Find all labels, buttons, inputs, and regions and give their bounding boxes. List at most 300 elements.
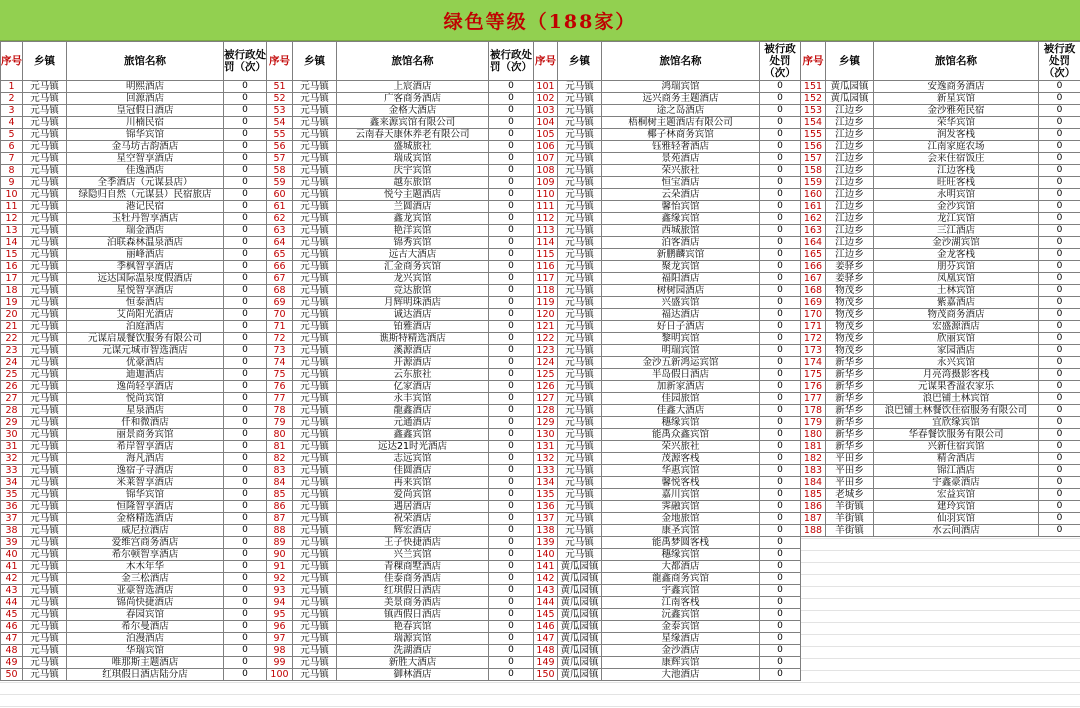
penalty-count-cell: 0 bbox=[760, 621, 801, 633]
row-number: 57 bbox=[267, 153, 293, 165]
row-number: 62 bbox=[267, 213, 293, 225]
penalty-count-cell: 0 bbox=[224, 369, 267, 381]
hotel-name-cell: 元谋果香溢农家乐 bbox=[874, 381, 1039, 393]
hotel-name-cell: 红琪假日酒店陆分店 bbox=[67, 669, 224, 681]
penalty-count-cell: 0 bbox=[1039, 369, 1080, 381]
town-cell: 元马镇 bbox=[558, 153, 602, 165]
penalty-count-cell: 0 bbox=[1039, 381, 1080, 393]
hotel-name-cell: 仙羽宾馆 bbox=[874, 513, 1039, 525]
penalty-count-cell: 0 bbox=[489, 333, 534, 345]
row-number: 137 bbox=[534, 513, 558, 525]
row-number: 117 bbox=[534, 273, 558, 285]
hotel-name-cell: 谯斯特精选酒店 bbox=[337, 333, 489, 345]
header-seq: 序号 bbox=[267, 42, 293, 81]
hotel-name-cell: 港记民宿 bbox=[67, 201, 224, 213]
row-number: 108 bbox=[534, 165, 558, 177]
town-cell: 元马镇 bbox=[23, 117, 67, 129]
table-row bbox=[534, 453, 801, 465]
table-row bbox=[1, 201, 267, 213]
hotel-name-cell: 龍鑫酒店 bbox=[337, 405, 489, 417]
hotel-name-cell: 宏益宾馆 bbox=[874, 489, 1039, 501]
table-row bbox=[267, 429, 534, 441]
hotel-name-cell: 穗缘宾馆 bbox=[602, 417, 760, 429]
row-number: 81 bbox=[267, 441, 293, 453]
table-row bbox=[801, 501, 1080, 513]
town-cell: 元马镇 bbox=[293, 441, 337, 453]
row-number: 25 bbox=[1, 369, 23, 381]
town-cell: 江边乡 bbox=[826, 225, 874, 237]
penalty-count-cell: 0 bbox=[224, 525, 267, 537]
penalty-count-cell: 0 bbox=[224, 429, 267, 441]
row-number: 172 bbox=[801, 333, 826, 345]
town-cell: 元马镇 bbox=[558, 249, 602, 261]
table-row bbox=[267, 393, 534, 405]
town-cell: 元马镇 bbox=[293, 465, 337, 477]
hotel-name-cell: 盛城旅社 bbox=[337, 141, 489, 153]
penalty-count-cell: 0 bbox=[489, 501, 534, 513]
table-row bbox=[534, 105, 801, 117]
table-row bbox=[267, 669, 534, 681]
hotel-name-cell: 龙江宾馆 bbox=[874, 213, 1039, 225]
hotel-name-cell: 丽峰酒店 bbox=[67, 249, 224, 261]
table-row bbox=[801, 261, 1080, 273]
table-row bbox=[1, 321, 267, 333]
hotel-name-cell: 志远宾馆 bbox=[337, 453, 489, 465]
penalty-count-cell: 0 bbox=[1039, 213, 1080, 225]
town-cell: 元马镇 bbox=[23, 609, 67, 621]
hotel-name-cell: 锦江酒店 bbox=[874, 465, 1039, 477]
town-cell: 元马镇 bbox=[293, 429, 337, 441]
hotel-name-cell: 兴盛宾馆 bbox=[602, 297, 760, 309]
town-cell: 元马镇 bbox=[293, 489, 337, 501]
hotel-name-cell: 黎明宾馆 bbox=[602, 333, 760, 345]
table-row bbox=[1, 645, 267, 657]
hotel-name-cell: 福达酒店 bbox=[602, 309, 760, 321]
row-number: 183 bbox=[801, 465, 826, 477]
row-number: 131 bbox=[534, 441, 558, 453]
hotel-name-cell: 上宸酒店 bbox=[337, 81, 489, 93]
hotel-name-cell: 爱维宫商务酒店 bbox=[67, 537, 224, 549]
row-number: 13 bbox=[1, 225, 23, 237]
penalty-count-cell: 0 bbox=[224, 309, 267, 321]
row-number: 125 bbox=[534, 369, 558, 381]
penalty-count-cell: 0 bbox=[224, 621, 267, 633]
table-row bbox=[267, 201, 534, 213]
penalty-count-cell: 0 bbox=[489, 93, 534, 105]
hotel-name-cell: 大都酒店 bbox=[602, 561, 760, 573]
table-row bbox=[534, 165, 801, 177]
row-number: 39 bbox=[1, 537, 23, 549]
table-row bbox=[534, 297, 801, 309]
penalty-count-cell: 0 bbox=[760, 465, 801, 477]
row-number: 30 bbox=[1, 429, 23, 441]
town-cell: 平田乡 bbox=[826, 465, 874, 477]
table-row bbox=[534, 525, 801, 537]
penalty-count-cell: 0 bbox=[760, 441, 801, 453]
hotel-name-cell: 远达21时光酒店 bbox=[337, 441, 489, 453]
table-row bbox=[801, 237, 1080, 249]
header-town: 乡镇 bbox=[558, 42, 602, 81]
row-number: 120 bbox=[534, 309, 558, 321]
penalty-count-cell: 0 bbox=[1039, 525, 1080, 537]
row-number: 151 bbox=[801, 81, 826, 93]
hotel-name-cell: 月辉明珠酒店 bbox=[337, 297, 489, 309]
table-row bbox=[267, 381, 534, 393]
table-row bbox=[1, 273, 267, 285]
penalty-count-cell: 0 bbox=[760, 501, 801, 513]
row-number: 8 bbox=[1, 165, 23, 177]
row-number: 96 bbox=[267, 621, 293, 633]
table-row bbox=[1, 477, 267, 489]
table-row bbox=[1, 537, 267, 549]
row-number: 93 bbox=[267, 585, 293, 597]
town-cell: 平田乡 bbox=[826, 453, 874, 465]
row-number: 175 bbox=[801, 369, 826, 381]
row-number: 182 bbox=[801, 453, 826, 465]
table-row bbox=[534, 429, 801, 441]
town-cell: 元马镇 bbox=[558, 393, 602, 405]
hotel-name-cell: 馨悦客栈 bbox=[602, 477, 760, 489]
penalty-count-cell: 0 bbox=[224, 585, 267, 597]
penalty-count-cell: 0 bbox=[1039, 261, 1080, 273]
row-number: 136 bbox=[534, 501, 558, 513]
table-row bbox=[1, 429, 267, 441]
hotel-name-cell: 树树园酒店 bbox=[602, 285, 760, 297]
table-row bbox=[534, 573, 801, 585]
town-cell: 元马镇 bbox=[558, 525, 602, 537]
hotel-name-cell: 康辉宾馆 bbox=[602, 657, 760, 669]
penalty-count-cell: 0 bbox=[224, 465, 267, 477]
row-number: 173 bbox=[801, 345, 826, 357]
penalty-count-cell: 0 bbox=[1039, 441, 1080, 453]
row-number: 118 bbox=[534, 285, 558, 297]
penalty-count-cell: 0 bbox=[224, 117, 267, 129]
row-number: 126 bbox=[534, 381, 558, 393]
penalty-count-cell: 0 bbox=[760, 249, 801, 261]
table-row bbox=[267, 141, 534, 153]
hotel-name-cell: 金沙雅苑民宿 bbox=[874, 105, 1039, 117]
penalty-count-cell: 0 bbox=[489, 201, 534, 213]
penalty-count-cell: 0 bbox=[760, 93, 801, 105]
hotel-name-cell: 再来宾馆 bbox=[337, 477, 489, 489]
row-number: 3 bbox=[1, 105, 23, 117]
row-number: 65 bbox=[267, 249, 293, 261]
town-cell: 元马镇 bbox=[293, 321, 337, 333]
town-cell: 元马镇 bbox=[558, 273, 602, 285]
penalty-count-cell: 0 bbox=[489, 441, 534, 453]
town-cell: 元马镇 bbox=[293, 225, 337, 237]
hotel-name-cell: 穗缘宾馆 bbox=[602, 549, 760, 561]
row-number: 152 bbox=[801, 93, 826, 105]
hotel-name-cell: 沅鑫宾馆 bbox=[602, 609, 760, 621]
town-cell: 元马镇 bbox=[23, 369, 67, 381]
table-row bbox=[534, 201, 801, 213]
row-number: 35 bbox=[1, 489, 23, 501]
penalty-count-cell: 0 bbox=[760, 117, 801, 129]
town-cell: 元马镇 bbox=[23, 273, 67, 285]
hotel-name-cell: 元通酒店 bbox=[337, 417, 489, 429]
row-number: 123 bbox=[534, 345, 558, 357]
penalty-count-cell: 0 bbox=[760, 237, 801, 249]
row-number: 181 bbox=[801, 441, 826, 453]
penalty-count-cell: 0 bbox=[760, 345, 801, 357]
table-row bbox=[801, 273, 1080, 285]
hotel-name-cell: 安逸商务酒店 bbox=[874, 81, 1039, 93]
hotel-name-cell: 椰子林商务宾馆 bbox=[602, 129, 760, 141]
penalty-count-cell: 0 bbox=[760, 393, 801, 405]
penalty-count-cell: 0 bbox=[760, 165, 801, 177]
table-row bbox=[534, 381, 801, 393]
table-row bbox=[801, 477, 1080, 489]
town-cell: 元马镇 bbox=[293, 597, 337, 609]
page-title: 绿色等级（188家） bbox=[443, 10, 637, 33]
table-row bbox=[534, 597, 801, 609]
penalty-count-cell: 0 bbox=[224, 573, 267, 585]
table-row bbox=[801, 405, 1080, 417]
town-cell: 黄瓜园镇 bbox=[558, 645, 602, 657]
penalty-count-cell: 0 bbox=[1039, 93, 1080, 105]
penalty-count-cell: 0 bbox=[489, 669, 534, 681]
penalty-count-cell: 0 bbox=[224, 609, 267, 621]
penalty-count-cell: 0 bbox=[224, 405, 267, 417]
table-row bbox=[801, 201, 1080, 213]
hotel-name-cell: 回源酒店 bbox=[67, 93, 224, 105]
town-cell: 元马镇 bbox=[23, 189, 67, 201]
row-number: 124 bbox=[534, 357, 558, 369]
table-row bbox=[1, 609, 267, 621]
penalty-count-cell: 0 bbox=[489, 489, 534, 501]
town-cell: 元马镇 bbox=[23, 201, 67, 213]
penalty-count-cell: 0 bbox=[224, 441, 267, 453]
table-row bbox=[267, 165, 534, 177]
row-number: 94 bbox=[267, 597, 293, 609]
town-cell: 元马镇 bbox=[558, 297, 602, 309]
town-cell: 江边乡 bbox=[826, 201, 874, 213]
town-cell: 元马镇 bbox=[23, 309, 67, 321]
town-cell: 元马镇 bbox=[293, 477, 337, 489]
table-row bbox=[1, 501, 267, 513]
row-number: 102 bbox=[534, 93, 558, 105]
table-row bbox=[1, 237, 267, 249]
row-number: 167 bbox=[801, 273, 826, 285]
table-row bbox=[1, 225, 267, 237]
row-number: 47 bbox=[1, 633, 23, 645]
table-row bbox=[267, 453, 534, 465]
row-number: 15 bbox=[1, 249, 23, 261]
penalty-count-cell: 0 bbox=[1039, 153, 1080, 165]
row-number: 5 bbox=[1, 129, 23, 141]
town-cell: 元马镇 bbox=[558, 129, 602, 141]
town-cell: 元马镇 bbox=[23, 225, 67, 237]
row-number: 49 bbox=[1, 657, 23, 669]
header-hotel: 旅馆名称 bbox=[602, 42, 760, 81]
row-number: 58 bbox=[267, 165, 293, 177]
penalty-count-cell: 0 bbox=[224, 213, 267, 225]
row-number: 179 bbox=[801, 417, 826, 429]
penalty-count-cell: 0 bbox=[489, 237, 534, 249]
hotel-name-cell: 景苑酒店 bbox=[602, 153, 760, 165]
hotel-name-cell: 荣华宾馆 bbox=[874, 117, 1039, 129]
table-row bbox=[801, 213, 1080, 225]
row-number: 142 bbox=[534, 573, 558, 585]
table-block-4 bbox=[800, 41, 1080, 537]
table-row bbox=[1, 81, 267, 93]
hotel-name-cell: 逸尚轻享酒店 bbox=[67, 381, 224, 393]
penalty-count-cell: 0 bbox=[224, 285, 267, 297]
town-cell: 元马镇 bbox=[293, 537, 337, 549]
table-row bbox=[267, 561, 534, 573]
hotel-name-cell: 佳圆酒店 bbox=[337, 465, 489, 477]
row-number: 4 bbox=[1, 117, 23, 129]
town-cell: 元马镇 bbox=[558, 177, 602, 189]
row-number: 139 bbox=[534, 537, 558, 549]
hotel-name-cell: 玉牡丹智享酒店 bbox=[67, 213, 224, 225]
town-cell: 元马镇 bbox=[23, 345, 67, 357]
town-cell: 黄瓜园镇 bbox=[558, 633, 602, 645]
row-number: 6 bbox=[1, 141, 23, 153]
row-number: 87 bbox=[267, 513, 293, 525]
row-number: 85 bbox=[267, 489, 293, 501]
penalty-count-cell: 0 bbox=[489, 405, 534, 417]
hotel-name-cell: 美景商务酒店 bbox=[337, 597, 489, 609]
penalty-count-cell: 0 bbox=[489, 513, 534, 525]
penalty-count-cell: 0 bbox=[760, 105, 801, 117]
table-block-1 bbox=[0, 41, 267, 681]
row-number: 89 bbox=[267, 537, 293, 549]
table-row bbox=[801, 381, 1080, 393]
row-number: 18 bbox=[1, 285, 23, 297]
town-cell: 元马镇 bbox=[23, 537, 67, 549]
table-row bbox=[1, 465, 267, 477]
hotel-name-cell: 迪迦酒店 bbox=[67, 369, 224, 381]
hotel-name-cell: 希尔曼酒店 bbox=[67, 621, 224, 633]
table-row bbox=[1, 153, 267, 165]
hotel-name-cell: 金格大酒店 bbox=[337, 105, 489, 117]
penalty-count-cell: 0 bbox=[760, 585, 801, 597]
hotel-name-cell: 龙兴宾馆 bbox=[337, 273, 489, 285]
town-cell: 元马镇 bbox=[293, 105, 337, 117]
row-number: 61 bbox=[267, 201, 293, 213]
hotel-name-cell: 艾尚阳光酒店 bbox=[67, 309, 224, 321]
penalty-count-cell: 0 bbox=[224, 201, 267, 213]
penalty-count-cell: 0 bbox=[1039, 201, 1080, 213]
hotel-name-cell: 汇金商务宾馆 bbox=[337, 261, 489, 273]
hotel-name-cell: 希尔顿智享酒店 bbox=[67, 549, 224, 561]
hotel-name-cell: 悦兮主题酒店 bbox=[337, 189, 489, 201]
town-cell: 元马镇 bbox=[293, 561, 337, 573]
town-cell: 元马镇 bbox=[23, 465, 67, 477]
hotel-name-cell: 丽景商务宾馆 bbox=[67, 429, 224, 441]
table-row bbox=[534, 669, 801, 681]
table-row bbox=[267, 525, 534, 537]
penalty-count-cell: 0 bbox=[760, 189, 801, 201]
table-row bbox=[1, 309, 267, 321]
table-row bbox=[534, 393, 801, 405]
table-row bbox=[801, 393, 1080, 405]
town-cell: 元马镇 bbox=[23, 153, 67, 165]
town-cell: 元马镇 bbox=[293, 501, 337, 513]
town-cell: 黄瓜园镇 bbox=[558, 657, 602, 669]
table-row bbox=[534, 81, 801, 93]
hotel-name-cell: 优豪酒店 bbox=[67, 357, 224, 369]
town-cell: 平田乡 bbox=[826, 477, 874, 489]
town-cell: 元马镇 bbox=[558, 321, 602, 333]
penalty-count-cell: 0 bbox=[224, 249, 267, 261]
row-number: 114 bbox=[534, 237, 558, 249]
table-row bbox=[534, 117, 801, 129]
hotel-name-cell: 希岸智享酒店 bbox=[67, 441, 224, 453]
row-number: 169 bbox=[801, 297, 826, 309]
town-cell: 元马镇 bbox=[23, 381, 67, 393]
row-number: 113 bbox=[534, 225, 558, 237]
row-number: 78 bbox=[267, 405, 293, 417]
penalty-count-cell: 0 bbox=[760, 141, 801, 153]
hotel-name-cell: 金沙酒店 bbox=[602, 645, 760, 657]
penalty-count-cell: 0 bbox=[1039, 453, 1080, 465]
town-cell: 元马镇 bbox=[293, 417, 337, 429]
table-row bbox=[267, 489, 534, 501]
row-number: 122 bbox=[534, 333, 558, 345]
penalty-count-cell: 0 bbox=[760, 309, 801, 321]
town-cell: 元马镇 bbox=[293, 669, 337, 681]
town-cell: 元马镇 bbox=[23, 645, 67, 657]
penalty-count-cell: 0 bbox=[1039, 141, 1080, 153]
table-row bbox=[267, 417, 534, 429]
row-number: 187 bbox=[801, 513, 826, 525]
town-cell: 元马镇 bbox=[293, 93, 337, 105]
hotel-name-cell: 恒隆智享酒店 bbox=[67, 501, 224, 513]
town-cell: 元马镇 bbox=[23, 393, 67, 405]
table-row bbox=[534, 405, 801, 417]
penalty-count-cell: 0 bbox=[489, 297, 534, 309]
hotel-name-cell: 宏盛源酒店 bbox=[874, 321, 1039, 333]
town-cell: 元马镇 bbox=[293, 273, 337, 285]
hotel-name-cell: 鑫来源宾馆有限公司 bbox=[337, 117, 489, 129]
town-cell: 江边乡 bbox=[826, 249, 874, 261]
town-cell: 元马镇 bbox=[23, 405, 67, 417]
row-number: 33 bbox=[1, 465, 23, 477]
hotel-name-cell: 远兴商务主题酒店 bbox=[602, 93, 760, 105]
penalty-count-cell: 0 bbox=[489, 285, 534, 297]
town-cell: 羊街镇 bbox=[826, 513, 874, 525]
table-row bbox=[534, 633, 801, 645]
row-number: 148 bbox=[534, 645, 558, 657]
header-row bbox=[267, 42, 534, 81]
town-cell: 元马镇 bbox=[558, 165, 602, 177]
table-row bbox=[801, 345, 1080, 357]
penalty-count-cell: 0 bbox=[224, 633, 267, 645]
hotel-name-cell: 王子快捷酒店 bbox=[337, 537, 489, 549]
row-number: 140 bbox=[534, 549, 558, 561]
row-number: 12 bbox=[1, 213, 23, 225]
penalty-count-cell: 0 bbox=[760, 561, 801, 573]
town-cell: 江边乡 bbox=[826, 177, 874, 189]
table-row bbox=[534, 621, 801, 633]
table-row bbox=[534, 489, 801, 501]
table-row bbox=[1, 141, 267, 153]
row-number: 158 bbox=[801, 165, 826, 177]
town-cell: 元马镇 bbox=[558, 417, 602, 429]
penalty-count-cell: 0 bbox=[489, 177, 534, 189]
hotel-name-cell: 江南家庭农场 bbox=[874, 141, 1039, 153]
hotel-name-cell: 锦华宾馆 bbox=[67, 489, 224, 501]
penalty-count-cell: 0 bbox=[760, 273, 801, 285]
hotel-name-cell: 福阳酒店 bbox=[602, 273, 760, 285]
penalty-count-cell: 0 bbox=[760, 453, 801, 465]
table-row bbox=[1, 393, 267, 405]
row-number: 168 bbox=[801, 285, 826, 297]
penalty-count-cell: 0 bbox=[489, 153, 534, 165]
